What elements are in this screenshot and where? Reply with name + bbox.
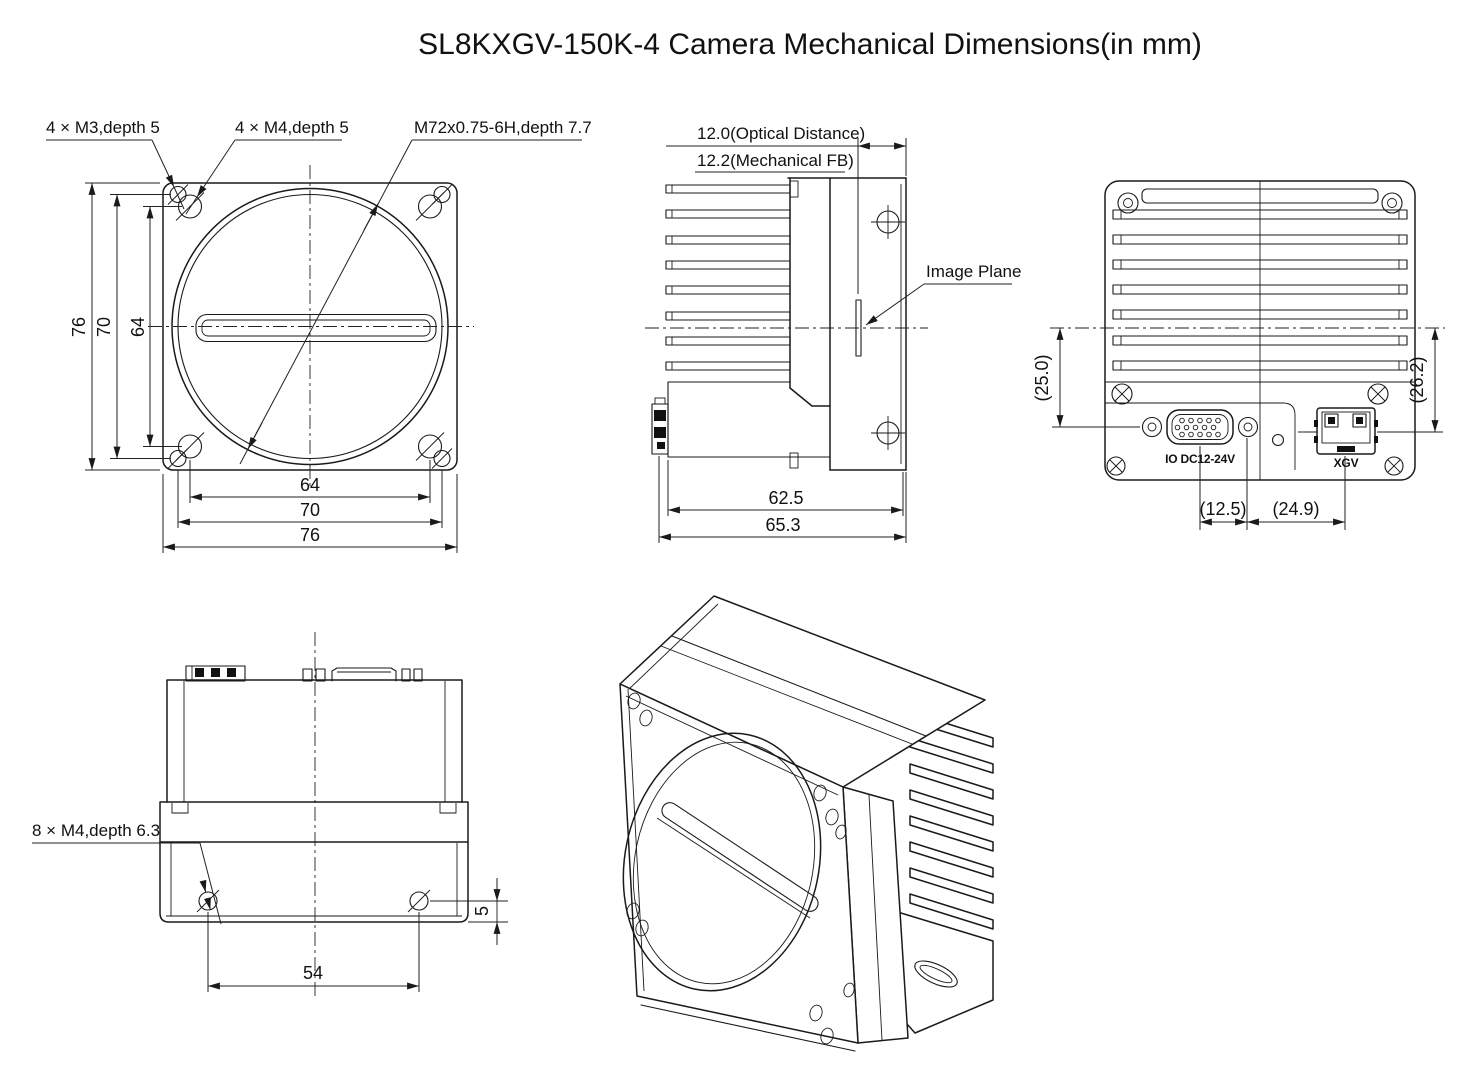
sensor-slot bbox=[196, 315, 436, 342]
dim-front-width-inner: 64 bbox=[299, 475, 321, 495]
dsub-pins bbox=[1175, 418, 1220, 437]
status-led bbox=[1273, 435, 1284, 446]
io-dsub-connector bbox=[1143, 410, 1258, 444]
image-plane-callout bbox=[866, 262, 1021, 325]
front-callouts bbox=[46, 118, 592, 464]
dim-optical-distance: 12.0(Optical Distance) bbox=[697, 124, 866, 143]
label-m3-holes: 4 × M3,depth 5 bbox=[46, 118, 160, 137]
jack-screw-left bbox=[1143, 418, 1162, 437]
label-m72-thread: M72x0.75-6H,depth 7.7 bbox=[414, 118, 592, 137]
dim-hole-edge: 5 bbox=[472, 905, 492, 917]
dim-front-height-outer: 76 bbox=[69, 316, 89, 338]
dim-side-width-outer: 65.3 bbox=[765, 515, 801, 535]
xgv-sfp-connector bbox=[1314, 408, 1378, 454]
bottom-dimensions bbox=[208, 878, 508, 992]
side-connector-block bbox=[652, 398, 668, 454]
dim-front-height-inner: 64 bbox=[128, 316, 148, 338]
dim-xgv-vertical: (26.2) bbox=[1407, 356, 1427, 404]
dim-front-width-mid: 70 bbox=[299, 500, 321, 520]
bottom-view bbox=[32, 632, 508, 1000]
dim-front-width-outer: 76 bbox=[299, 525, 321, 545]
dim-side-width-inner: 62.5 bbox=[768, 488, 804, 508]
drawing-title: SL8KXGV-150K-4 Camera Mechanical Dimensions(in mm) bbox=[418, 28, 1202, 61]
dim-hole-spacing: 54 bbox=[302, 963, 324, 983]
isometric-view bbox=[600, 596, 993, 1051]
label-m4-holes: 4 × M4,depth 5 bbox=[235, 118, 349, 137]
camera-body-side-outline bbox=[668, 178, 906, 470]
bottom-mounting-holes bbox=[197, 890, 430, 912]
heatsink-fins-iso bbox=[910, 712, 993, 929]
front-view bbox=[46, 118, 592, 553]
panel-screws bbox=[1107, 384, 1403, 475]
back-right-dimension bbox=[1298, 328, 1443, 432]
heatsink-fins-side bbox=[666, 185, 790, 370]
front-left-dimensions bbox=[69, 183, 182, 470]
sensor-slot-inner bbox=[202, 320, 430, 336]
back-view bbox=[1032, 181, 1445, 530]
m72-leader-line bbox=[240, 140, 412, 464]
label-xgv-port: XGV bbox=[1333, 456, 1359, 470]
side-bottom-dimensions bbox=[659, 456, 906, 543]
dim-mechanical-fb: 12.2(Mechanical FB) bbox=[697, 151, 854, 170]
side-mount-screws bbox=[871, 205, 905, 450]
side-view bbox=[645, 124, 1021, 543]
label-image-plane: Image Plane bbox=[926, 262, 1022, 281]
label-io-port: IO DC12-24V bbox=[1165, 452, 1235, 466]
jack-screw-right bbox=[1239, 418, 1258, 437]
label-m4-side-holes: 8 × M4,depth 6.3 bbox=[32, 821, 161, 840]
bottom-top-connectors bbox=[186, 666, 422, 681]
dim-io-vertical: (25.0) bbox=[1032, 354, 1052, 402]
dim-xgv-horizontal: (24.9) bbox=[1272, 499, 1320, 519]
back-left-dimension bbox=[1032, 328, 1140, 427]
bottom-callout bbox=[32, 821, 221, 924]
bottom-body-outline bbox=[160, 680, 468, 922]
dim-io-horizontal: (12.5) bbox=[1199, 499, 1247, 519]
dim-front-height-mid: 70 bbox=[94, 316, 114, 338]
